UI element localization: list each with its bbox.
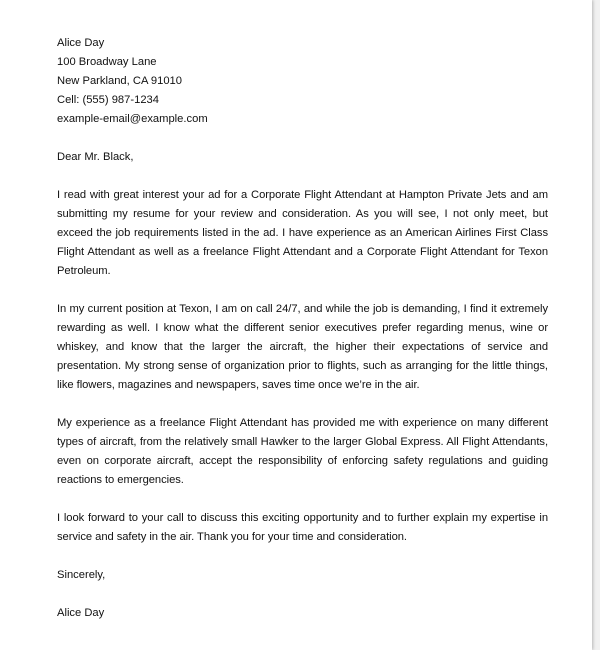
paragraph-1: I read with great interest your ad for a Corporate Flight Attendant at Hampton Private Jets and am submitting my resume for your review and consideration. As you will see, I not only meet, but exceed the job requirements listed in the ad. I have experience as an American Airlines First Class Flight Attendant as well as a freelance Flight Attendant and a Corporate Flight Attendant for Texon Petroleum.	[57, 189, 548, 277]
sender-name: Alice Day	[57, 37, 105, 49]
sender-street: 100 Broadway Lane	[57, 56, 157, 68]
closing: Sincerely,	[57, 569, 106, 581]
sender-cell: Cell: (555) 987-1234	[57, 94, 159, 106]
sender-email: example-email@example.com	[57, 113, 208, 125]
signature: Alice Day	[57, 607, 105, 619]
letter-body	[57, 34, 548, 623]
salutation: Dear Mr. Black,	[57, 151, 134, 163]
sender-block	[57, 34, 548, 129]
paragraph-4: I look forward to your call to discuss this exciting opportunity and to further explain my expertise in service and safety in the air. Thank you for your time and consideration.	[57, 512, 548, 543]
paragraph-2: In my current position at Texon, I am on call 24/7, and while the job is demanding, I find it extremely rewarding as well. I know what the different senior executives prefer regarding menus, wine or whiskey, and know that the larger the aircraft, the higher their expectations of service and presentation. My strong sense of organization prior to flights, such as arranging for the little things, like flowers, magazines and newspapers, saves time once we’re in the air.	[57, 303, 548, 391]
paragraph-3: My experience as a freelance Flight Attendant has provided me with experience on many different types of aircraft, from the relatively small Hawker to the larger Global Express. All Flight Attendants, even on corporate aircraft, accept the responsibility of enforcing safety regulations and guiding reactions to emergencies.	[57, 417, 548, 486]
sender-city: New Parkland, CA 91010	[57, 75, 183, 87]
